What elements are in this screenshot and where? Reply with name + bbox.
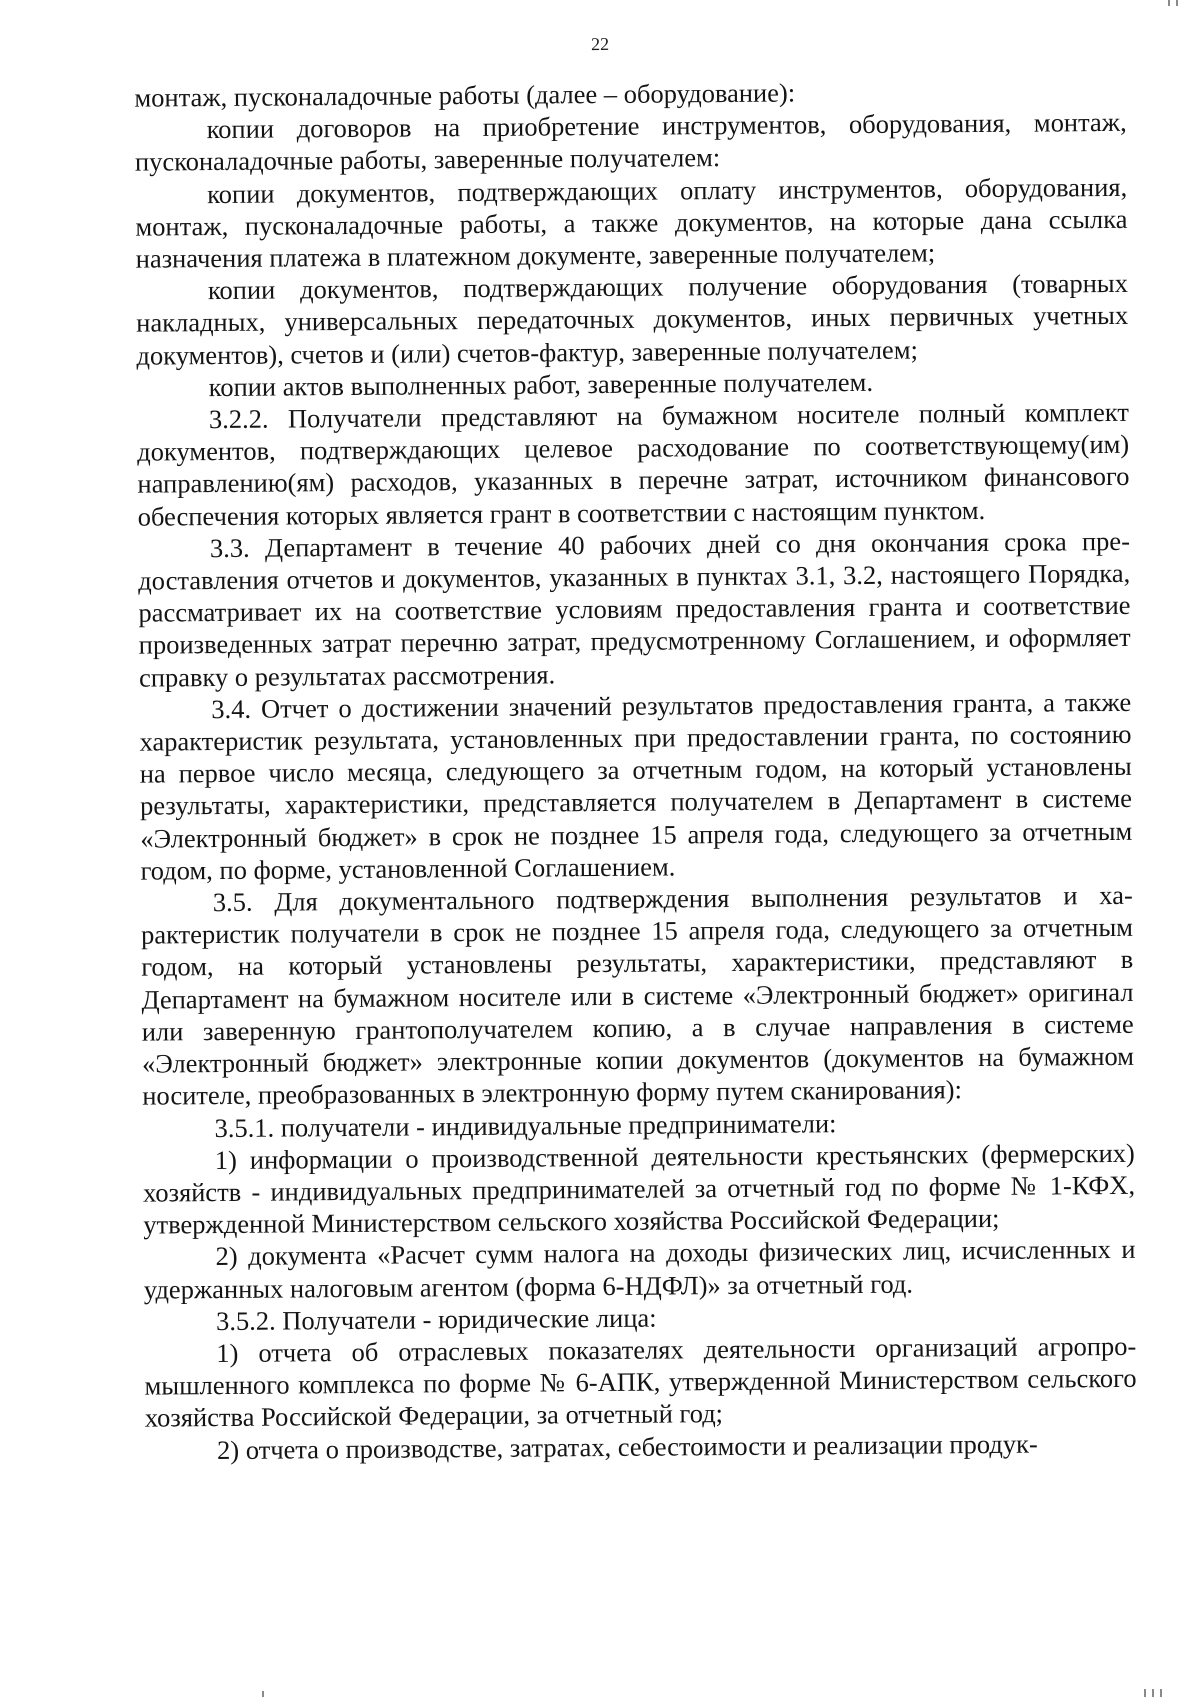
paragraph: 1) информации о производственной деятельности крестьянских (фермерских) хозяйств - индивидуальных предпринимателей за отчетный год по форме № 1-КФХ, утвержденной Министерством сельского хозяйства Российской Федерации;: [142, 1137, 1136, 1240]
paragraph: 2) документа «Расчет сумм налога на доходы физических лиц, исчисленных и удержанных налоговым агентом (форма 6-НДФЛ)» за отчетный год.: [143, 1234, 1136, 1305]
paragraph: 3.5. Для документального подтверждения выполнения результатов и характеристик получатели в срок не позднее 15 апреля года, следующего за отчетным годом, на который установлены результаты, характеристики, представляют в Департамент на бумажном носителе или в системе «Электронный бюджет» оригинал или заверенную грантополучателем копию, а в случае направления в системе «Электронный бюджет» электронные копии документов (документов на бумажном носителе, преобразованных в электронную форму путем сканирования):: [140, 879, 1135, 1111]
paragraph: копии договоров на приобретение инструментов, оборудования, монтаж, пусконаладочные работы, заверенные получателем:: [134, 107, 1127, 178]
scan-edge-mark: [1160, 1689, 1162, 1697]
document-body: [134, 74, 1137, 1466]
paragraph: 2) отчета о производстве, затратах, себестоимости и реализации продук-: [216, 1428, 1038, 1465]
paragraph: копии актов выполненных работ, заверенные получателем.: [208, 366, 874, 402]
paragraph: 3.5.1. получатели - индивидуальные предприниматели:: [214, 1107, 837, 1143]
paragraph: 3.5.2. Получатели - юридические лица:: [215, 1302, 657, 1336]
paragraph: 3.3. Департамент в течение 40 рабочих дней со дня окончания срока предоставления отчетов и документов, указанных в пунктах 3.1, 3.2, настоящего Порядка, рассматривает их на соответствие условиям предоставления гранта и соответствие произведенных затрат перечню затрат, предусмотренному Соглашением, и оформляет справку о результатах рассмотрения.: [138, 525, 1131, 693]
scan-edge-mark: [1176, 0, 1178, 6]
scan-edge-mark: [1168, 0, 1170, 6]
paragraph: 1) отчета об отраслевых показателях деятельности организаций агропромышленного комплекса по форме № 6-АПК, утвержденной Министерством сельского хозяйства Российской Федерации, за отчетный год;: [144, 1330, 1137, 1433]
scan-edge-mark: [1144, 1689, 1146, 1697]
scan-edge-mark: [262, 1691, 264, 1697]
paragraph: копии документов, подтверждающих оплату инструментов, оборудования, монтаж, пусконаладочные работы, а также документов, на которые дана ссылка назначения платежа в платежном документе, заверенные получателем;: [135, 171, 1128, 274]
paragraph: 3.4. Отчет о достижении значений результатов предоставления гранта, а также характеристик результата, установленных при предоставлении гранта, по состоянию на первое число месяца, следующего за отчетным годом, на который установлены результаты, характеристики, представляется получателем в Департамент в системе «Электронный бюджет» в срок не позднее 15 апреля года, следующего за отчетным годом, по форме, установленной Соглашением.: [139, 686, 1133, 886]
paragraph: 3.2.2. Получатели представляют на бумажном носителе полный комплект документов, подтверждающих целевое расходование по соответствующему(им) направлению(ям) расходов, указанных в перечне затрат, источником финансового обеспечения которых является грант в соответствии с настоящим пунктом.: [137, 396, 1130, 532]
paragraph: монтаж, пусконаладочные работы (далее – оборудование):: [134, 77, 796, 113]
paragraph: копии документов, подтверждающих получение оборудования (товарных накладных, универсальных передаточных документов, иных первичных учетных документов), счетов и (или) счетов-фактур, заверенные получателем;: [136, 268, 1129, 371]
scan-edge-mark: [1152, 1689, 1154, 1697]
page-number: 22: [590, 33, 610, 55]
